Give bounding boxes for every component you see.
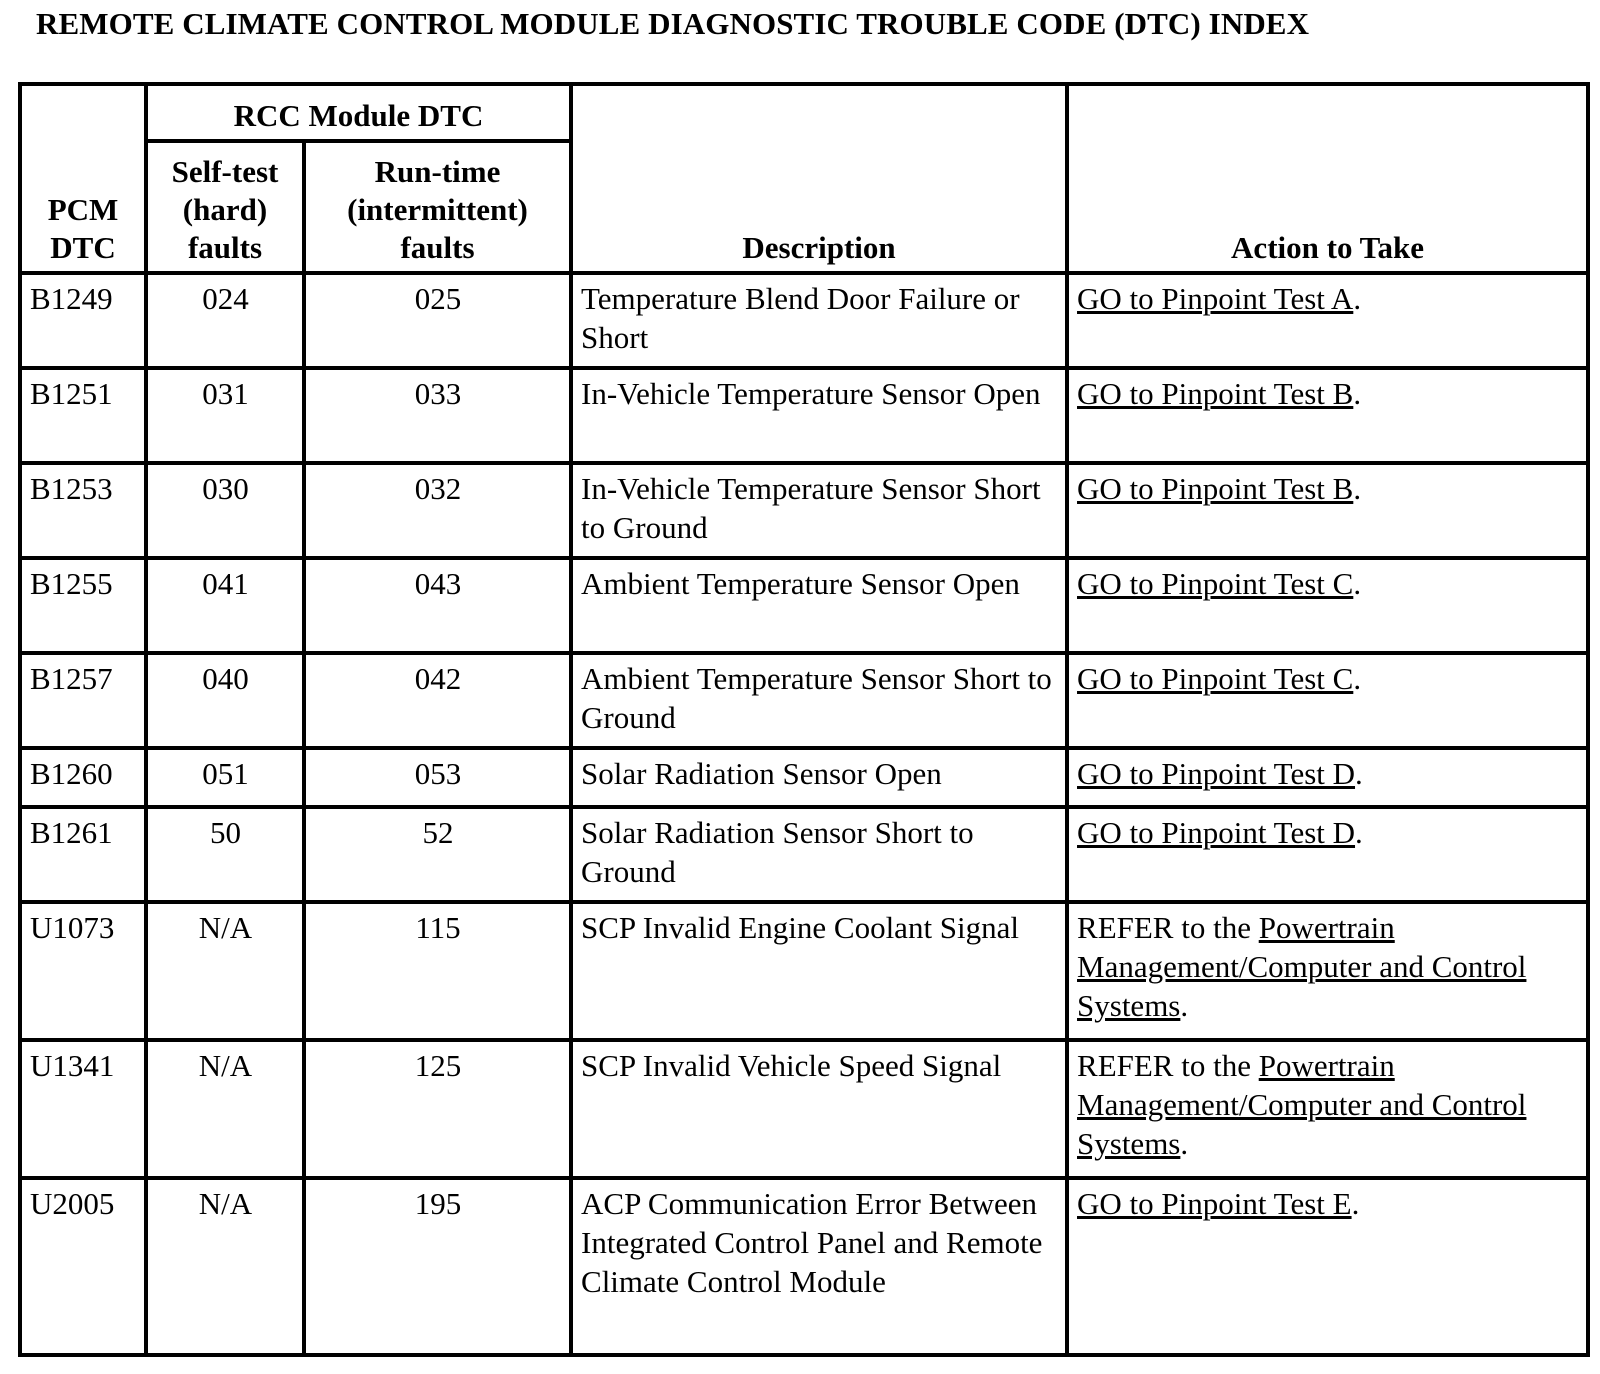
self-test-cell: 041: [146, 558, 304, 653]
pinpoint-test-link[interactable]: GO to Pinpoint Test B: [1077, 471, 1354, 506]
description-cell: SCP Invalid Vehicle Speed Signal: [571, 1040, 1067, 1178]
table-row: [20, 807, 1588, 902]
header-pcm-dtc-line1: PCM: [47, 192, 119, 227]
header-self-test-line1: Self-test: [171, 154, 279, 189]
action-cell: [1067, 807, 1588, 902]
self-test-cell: 051: [146, 748, 304, 807]
pinpoint-test-link[interactable]: GO to Pinpoint Test C: [1077, 566, 1354, 601]
self-test-cell: N/A: [146, 1040, 304, 1178]
page-title: REMOTE CLIMATE CONTROL MODULE DIAGNOSTIC TROUBLE CODE (DTC) INDEX: [36, 6, 1310, 41]
pcm-dtc-cell: B1257: [20, 653, 146, 748]
action-suffix: .: [1353, 281, 1362, 316]
table-row: [20, 1178, 1588, 1355]
action-suffix: .: [1353, 566, 1362, 601]
pinpoint-test-link[interactable]: GO to Pinpoint Test B: [1077, 376, 1354, 411]
action-cell: [1067, 558, 1588, 653]
action-prefix: REFER to the: [1077, 1048, 1259, 1083]
table-row: [20, 273, 1588, 368]
header-run-time-line3: faults: [400, 230, 475, 265]
header-description: Description: [571, 84, 1067, 273]
pcm-dtc-cell: U1341: [20, 1040, 146, 1178]
action-suffix: .: [1351, 1186, 1360, 1221]
self-test-cell: 024: [146, 273, 304, 368]
pinpoint-test-link[interactable]: GO to Pinpoint Test C: [1077, 661, 1354, 696]
header-self-test: [146, 141, 304, 273]
description-cell: ACP Communication Error Between Integrated Control Panel and Remote Climate Control Module: [571, 1178, 1067, 1355]
action-cell: [1067, 902, 1588, 1040]
action-suffix: .: [1180, 1126, 1189, 1161]
action-cell: [1067, 368, 1588, 463]
pinpoint-test-link[interactable]: GO to Pinpoint Test A: [1077, 281, 1354, 316]
action-cell: [1067, 463, 1588, 558]
table-row: [20, 902, 1588, 1040]
action-cell: [1067, 1040, 1588, 1178]
table-row: [20, 558, 1588, 653]
self-test-cell: 030: [146, 463, 304, 558]
pcm-dtc-cell: U2005: [20, 1178, 146, 1355]
run-time-cell: 025: [304, 273, 571, 368]
table-header: [20, 84, 1588, 273]
header-run-time: [304, 141, 571, 273]
run-time-cell: 053: [304, 748, 571, 807]
run-time-cell: 115: [304, 902, 571, 1040]
pinpoint-test-link[interactable]: GO to Pinpoint Test D: [1077, 815, 1356, 850]
action-prefix: REFER to the: [1077, 910, 1259, 945]
description-cell: In-Vehicle Temperature Sensor Open: [571, 368, 1067, 463]
pinpoint-test-link[interactable]: GO to Pinpoint Test E: [1077, 1186, 1352, 1221]
powertrain-management-link[interactable]: Powertrain Management/Computer and Control Systems: [1077, 910, 1527, 1023]
run-time-cell: 033: [304, 368, 571, 463]
action-cell: [1067, 748, 1588, 807]
self-test-cell: 040: [146, 653, 304, 748]
header-run-time-line1: Run-time: [374, 154, 501, 189]
table-body: [20, 273, 1588, 1355]
action-suffix: .: [1353, 376, 1362, 411]
description-cell: SCP Invalid Engine Coolant Signal: [571, 902, 1067, 1040]
pcm-dtc-cell: U1073: [20, 902, 146, 1040]
action-cell: [1067, 273, 1588, 368]
pcm-dtc-cell: B1249: [20, 273, 146, 368]
description-cell: Temperature Blend Door Failure or Short: [571, 273, 1067, 368]
pinpoint-test-link[interactable]: GO to Pinpoint Test D: [1077, 756, 1356, 791]
dtc-index-table: [18, 82, 1590, 1357]
action-cell: [1067, 653, 1588, 748]
powertrain-management-link[interactable]: Powertrain Management/Computer and Control Systems: [1077, 1048, 1527, 1161]
pcm-dtc-cell: B1255: [20, 558, 146, 653]
run-time-cell: 52: [304, 807, 571, 902]
self-test-cell: 50: [146, 807, 304, 902]
self-test-cell: 031: [146, 368, 304, 463]
description-cell: Solar Radiation Sensor Open: [571, 748, 1067, 807]
header-pcm-dtc: [20, 84, 146, 273]
description-cell: Ambient Temperature Sensor Open: [571, 558, 1067, 653]
self-test-cell: N/A: [146, 902, 304, 1040]
run-time-cell: 043: [304, 558, 571, 653]
header-self-test-line2: (hard): [182, 192, 268, 227]
header-self-test-line3: faults: [187, 230, 263, 265]
action-suffix: .: [1355, 815, 1363, 850]
pcm-dtc-cell: B1253: [20, 463, 146, 558]
description-cell: Solar Radiation Sensor Short to Ground: [571, 807, 1067, 902]
pcm-dtc-cell: B1261: [20, 807, 146, 902]
description-cell: Ambient Temperature Sensor Short to Ground: [571, 653, 1067, 748]
table-row: [20, 463, 1588, 558]
run-time-cell: 032: [304, 463, 571, 558]
run-time-cell: 125: [304, 1040, 571, 1178]
action-cell: [1067, 1178, 1588, 1355]
self-test-cell: N/A: [146, 1178, 304, 1355]
action-suffix: .: [1355, 756, 1363, 791]
pcm-dtc-cell: B1260: [20, 748, 146, 807]
header-pcm-dtc-line2: DTC: [50, 230, 116, 265]
description-cell: In-Vehicle Temperature Sensor Short to Ground: [571, 463, 1067, 558]
table-row: [20, 653, 1588, 748]
header-action: Action to Take: [1067, 84, 1588, 273]
table-row: [20, 1040, 1588, 1178]
header-rcc-module-dtc: RCC Module DTC: [146, 84, 571, 141]
table-row: [20, 748, 1588, 807]
pcm-dtc-cell: B1251: [20, 368, 146, 463]
header-run-time-line2: (intermittent): [347, 192, 528, 227]
action-suffix: .: [1353, 661, 1362, 696]
table-row: [20, 368, 1588, 463]
run-time-cell: 195: [304, 1178, 571, 1355]
action-suffix: .: [1353, 471, 1362, 506]
run-time-cell: 042: [304, 653, 571, 748]
action-suffix: .: [1180, 988, 1189, 1023]
